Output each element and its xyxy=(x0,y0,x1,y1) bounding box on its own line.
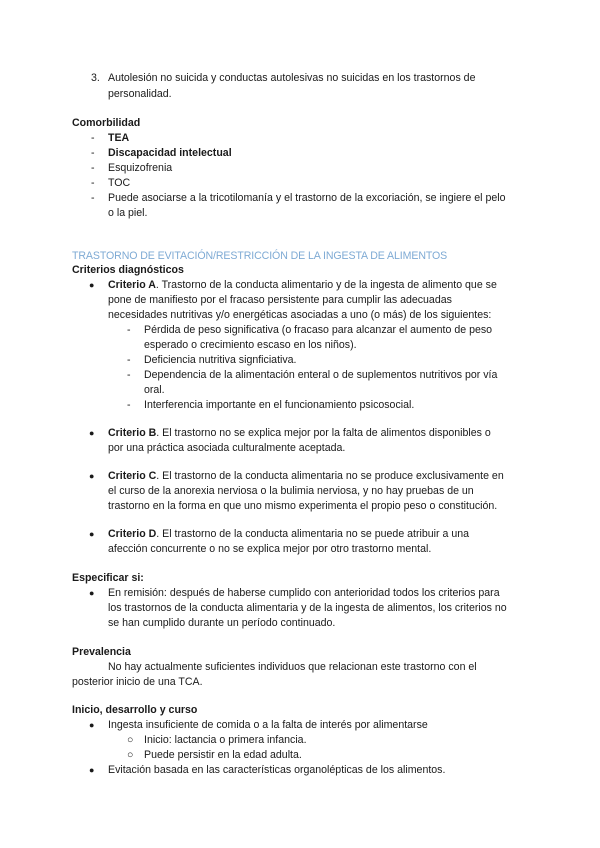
paragraph-line: En remisión: después de haberse cumplido con anterioridad todos los criterios para xyxy=(108,587,500,599)
sub-item: esperado o crecimiento escaso en los niños). xyxy=(144,339,357,351)
sub-item: Dependencia de la alimentación enteral o de suplementos nutritivos por vía xyxy=(144,369,498,381)
bullet-marker: ● xyxy=(89,588,95,598)
dash-marker: - xyxy=(91,132,95,144)
criterion-a-text: necesidades nutritivas y/o energéticas asociadas a uno (o más) de los siguientes: xyxy=(108,309,492,321)
bullet-marker: ● xyxy=(89,280,95,290)
criterion-d-label: Criterio D xyxy=(108,528,157,540)
criterion-a-text: pone de manifiesto por el fracaso persistente para cumplir las adecuadas xyxy=(108,294,452,306)
list-item: o la piel. xyxy=(108,207,148,219)
criterion-c-line xyxy=(108,469,504,484)
list-item-text: Autolesión no suicida y conductas autolesivas no suicidas en los trastornos de xyxy=(108,72,476,84)
circle-marker: ○ xyxy=(127,734,134,746)
bullet-marker: ● xyxy=(89,720,95,730)
section-heading: TRASTORNO DE EVITACIÓN/RESTRICCIÓN DE LA INGESTA DE ALIMENTOS xyxy=(72,250,448,262)
paragraph-line: los trastornos de la conducta alimentaria y de la ingesta de alimentos, los criterios no xyxy=(108,602,507,614)
list-item: Discapacidad intelectual xyxy=(108,147,232,159)
criterion-c-text: . El trastorno de la conducta alimentaria no se produce exclusivamente en xyxy=(156,470,504,482)
bullet-marker: ● xyxy=(89,765,95,775)
criterion-d-line xyxy=(108,527,469,542)
section-title: Inicio, desarrollo y curso xyxy=(72,704,198,716)
criterion-d-text: . El trastorno de la conducta alimentaria no se puede atribuir a una xyxy=(156,528,469,540)
dash-marker: - xyxy=(91,162,95,174)
section-title: Especificar si: xyxy=(72,572,144,584)
dash-marker: - xyxy=(91,177,95,189)
list-item: Ingesta insuficiente de comida o a la falta de interés por alimentarse xyxy=(108,719,428,731)
dash-marker: - xyxy=(127,324,131,336)
criteria-title: Criterios diagnósticos xyxy=(72,264,184,276)
criterion-b-line xyxy=(108,426,491,441)
bullet-marker: ● xyxy=(89,529,95,539)
criterion-b-text: . El trastorno no se explica mejor por la falta de alimentos disponibles o xyxy=(156,427,491,439)
dash-marker: - xyxy=(127,399,131,411)
list-item-text: personalidad. xyxy=(108,88,172,100)
criterion-a-text: . Trastorno de la conducta alimentario y de la ingesta de alimento que se xyxy=(155,279,497,291)
criterion-c-text: trastorno en la forma en que uno mismo experimenta el propio peso o constitución. xyxy=(108,500,498,512)
dash-marker: - xyxy=(127,369,131,381)
list-item: Puede asociarse a la tricotilomanía y el trastorno de la excoriación, se ingiere el pelo xyxy=(108,192,506,204)
dash-marker: - xyxy=(91,192,95,204)
criterion-b-label: Criterio B xyxy=(108,427,157,439)
criterion-b-text: por una práctica asociada culturalmente aceptada. xyxy=(108,442,346,454)
section-title: Prevalencia xyxy=(72,646,131,658)
list-number: 3. xyxy=(91,72,100,84)
sub-item: Puede persistir en la edad adulta. xyxy=(144,749,302,761)
criterion-d-text: afección concurrente o no se explica mejor por otro trastorno mental. xyxy=(108,543,432,555)
sub-item: Inicio: lactancia o primera infancia. xyxy=(144,734,307,746)
dash-marker: - xyxy=(127,354,131,366)
sub-item: Deficiencia nutritiva signficiativa. xyxy=(144,354,297,366)
list-item: TOC xyxy=(108,177,131,189)
dash-marker: - xyxy=(91,147,95,159)
criterion-c-label: Criterio C xyxy=(108,470,157,482)
criterion-c-text: el curso de la anorexia nerviosa o la bulimia nerviosa, y no hay pruebas de un xyxy=(108,485,474,497)
paragraph-line: No hay actualmente suficientes individuos que relacionan este trastorno con el xyxy=(108,661,477,673)
sub-item: Pérdida de peso significativa (o fracaso para alcanzar el aumento de peso xyxy=(144,324,493,336)
list-item: Esquizofrenia xyxy=(108,162,173,174)
list-item: TEA xyxy=(108,132,130,144)
paragraph-line: posterior inicio de una TCA. xyxy=(72,676,203,688)
sub-item: Interferencia importante en el funcionamiento psicosocial. xyxy=(144,399,415,411)
bullet-marker: ● xyxy=(89,428,95,438)
paragraph-line: se han cumplido durante un período continuado. xyxy=(108,617,336,629)
criterion-a-line xyxy=(108,278,497,293)
circle-marker: ○ xyxy=(127,749,134,761)
section-title: Comorbilidad xyxy=(72,117,141,129)
sub-item: oral. xyxy=(144,384,165,396)
list-item: Evitación basada en las características organolépticas de los alimentos. xyxy=(108,764,446,776)
bullet-marker: ● xyxy=(89,471,95,481)
criterion-a-label: Criterio A xyxy=(108,279,156,291)
